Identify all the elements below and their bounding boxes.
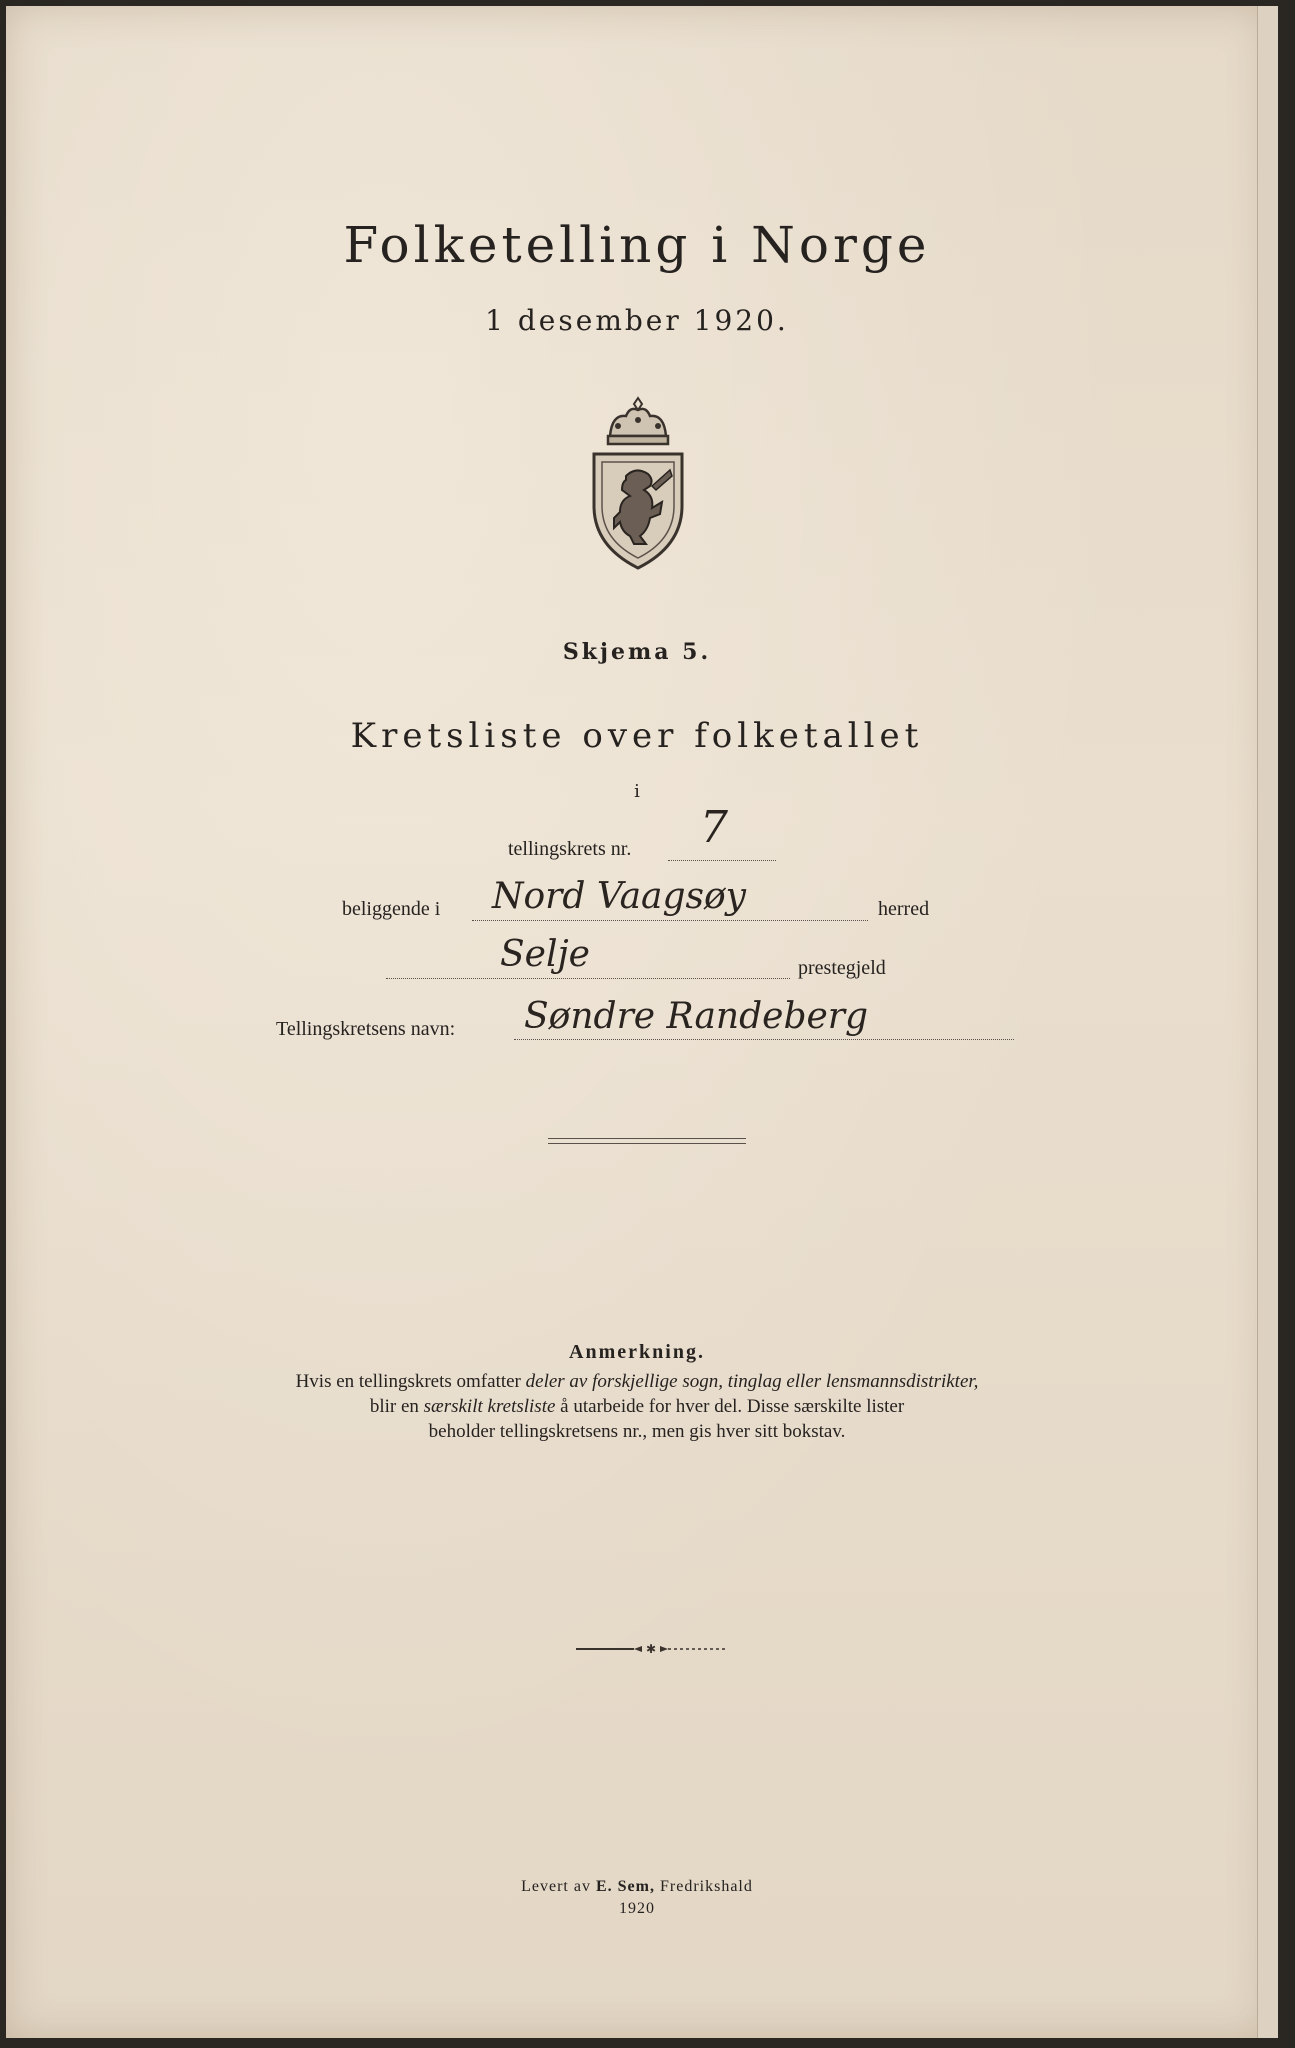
form-heading: Kretsliste over folketallet xyxy=(350,716,924,756)
herred-prefix: beliggende i xyxy=(342,898,441,920)
note-heading: Anmerkning. xyxy=(569,1341,705,1363)
navn-handwritten: Søndre Randeberg xyxy=(524,996,869,1037)
note-line1-b: deler av forskjellige sogn, tinglag eller lensmannsdistrikter, xyxy=(525,1371,979,1392)
preposition: i xyxy=(634,781,640,802)
note-line1-a: Hvis en tellingskrets omfatter xyxy=(295,1371,526,1392)
prestegjeld-dotted-line xyxy=(386,978,790,979)
herred-suffix: herred xyxy=(878,898,930,920)
printer-year: 1920 xyxy=(619,1900,655,1917)
printer-suffix: Fredrikshald xyxy=(654,1878,753,1895)
printer-name: E. Sem, xyxy=(595,1878,655,1895)
printer-imprint xyxy=(6,1876,1268,1920)
census-form-page xyxy=(6,6,1268,2038)
note-text xyxy=(6,1369,1268,1444)
herred-dotted-line xyxy=(472,920,868,921)
norwegian-coat-of-arms-icon xyxy=(590,396,686,571)
note-line2-c: å utarbeide for hver del. Disse særskilte lister xyxy=(555,1396,905,1417)
navn-dotted-line xyxy=(514,1039,1014,1040)
note-line3: beholder tellingskretsens nr., men gis hver sitt bokstav. xyxy=(428,1421,846,1442)
navn-label: Tellingskretsens navn: xyxy=(276,1018,456,1040)
krets-dotted-line xyxy=(668,860,776,861)
census-date: 1 desember 1920. xyxy=(485,304,789,337)
page-title: Folketelling i Norge xyxy=(343,216,931,274)
prestegjeld-suffix: prestegjeld xyxy=(798,957,886,979)
printer-prefix: Levert av xyxy=(521,1878,596,1895)
herred-handwritten: Nord Vaagsøy xyxy=(492,876,747,917)
note-line2-a: blir en xyxy=(369,1396,424,1417)
prestegjeld-handwritten: Selje xyxy=(500,934,590,975)
schema-number: Skjema 5. xyxy=(562,639,712,665)
note-line2-b: særskilt kretsliste xyxy=(423,1396,556,1417)
ornament-divider-icon xyxy=(576,1644,726,1654)
krets-number-handwritten: 7 xyxy=(700,802,728,853)
krets-label: tellingskrets nr. xyxy=(508,838,632,860)
svg-text:✱: ✱ xyxy=(645,1644,657,1654)
double-rule-divider xyxy=(548,1138,746,1144)
